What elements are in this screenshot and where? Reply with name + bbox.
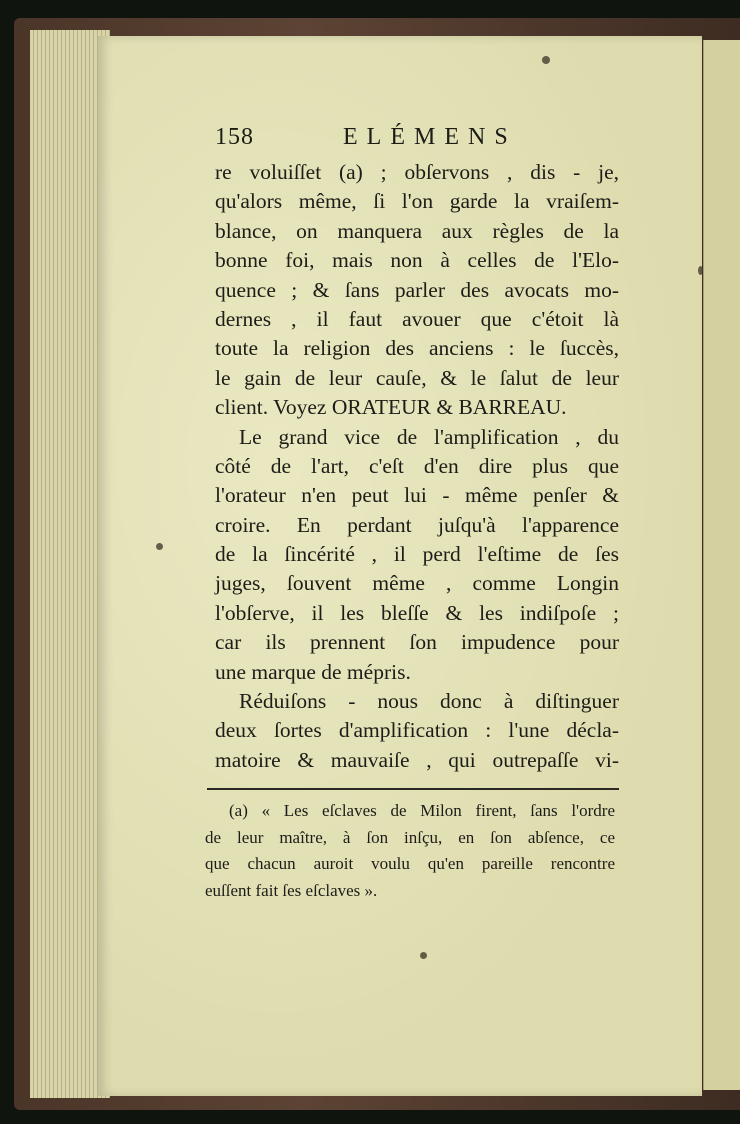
text-line: l'obſerve, il les bleſſe & les indiſpoſe ; [215, 600, 619, 625]
text-line: car ils prennent ſon impudence pour [215, 630, 619, 655]
text-line: matoire & mauvaiſe , qui outrepaſſe vi- [215, 747, 619, 772]
text-line: client. Voyez ORATEUR & BARREAU. [215, 395, 567, 420]
text-line: Le grand vice de l'amplification , du [239, 424, 619, 449]
text-line: quence ; & ſans parler des avocats mo- [215, 277, 619, 302]
text-line: deux ſortes d'amplification : l'une décla- [215, 718, 619, 743]
text-line: toute la religion des anciens : le ſuccès, [215, 336, 619, 361]
page-number: 158 [215, 124, 254, 150]
text-line: côté de l'art, c'eſt d'en dire plus que [215, 453, 619, 478]
text-line: dernes , il faut avouer que c'étoit là [215, 306, 619, 331]
footnote-rule [207, 788, 619, 790]
text-line: Réduiſons - nous donc à diſtinguer [239, 689, 619, 714]
text-line: croire. En perdant juſqu'à l'apparence [215, 512, 619, 537]
ink-spot [420, 952, 427, 959]
ink-spot [698, 266, 703, 275]
footnote-line: que chacun auroit voulu qu'en pareille rencontre [205, 854, 615, 873]
text-line: juges, ſouvent même , comme Longin [215, 571, 619, 596]
text-line: blance, on manquera aux règles de la [215, 218, 619, 243]
ink-spot [542, 56, 550, 64]
footnote [205, 798, 615, 904]
text-line: de la ſincérité , il perd l'eſtime de ſes [215, 542, 619, 567]
page-header [215, 124, 635, 158]
footnote-line: de leur maître, à ſon inſçu, en ſon abſence, ce [205, 827, 615, 847]
text-line: l'orateur n'en peut lui - même penſer & [215, 483, 619, 508]
text-line: bonne foi, mais non à celles de l'Elo- [215, 248, 619, 273]
facing-page-edge [703, 40, 740, 1090]
text-line: une marque de mépris. [215, 659, 411, 684]
text-line: le gain de leur cauſe, & le ſalut de leur [215, 365, 619, 390]
footnote-line: euſſent fait ſes eſclaves ». [205, 880, 378, 900]
ink-spot [156, 543, 163, 550]
body-text [215, 158, 619, 775]
running-title: ELÉMENS [343, 124, 517, 150]
text-line: re voluiſſet (a) ; obſervons , dis - je, [215, 160, 619, 184]
text-line: qu'alors même, ſi l'on garde la vraiſem- [215, 189, 619, 214]
footnote-line: (a) « Les eſclaves de Milon firent, ſans l'ordre [229, 801, 615, 820]
